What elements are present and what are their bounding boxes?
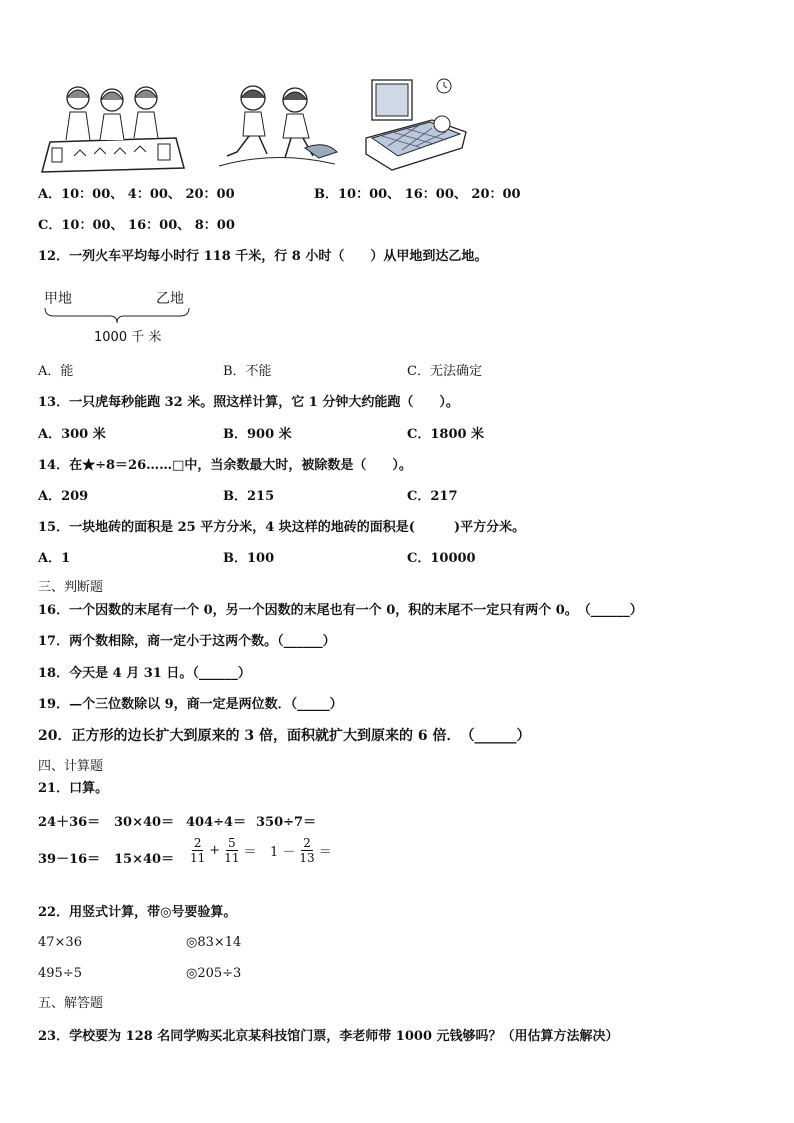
diagram-end-label: 乙地 — [156, 291, 184, 307]
q20-statement[interactable]: 20．正方形的边长扩大到原来的 3 倍，面积就扩大到原来的 6 倍． （______） — [38, 728, 531, 744]
child-sleeping-illustration — [362, 76, 470, 176]
vertical-calc-item: ◎205÷3 — [186, 966, 242, 981]
distance-brace — [42, 306, 192, 324]
fraction: $\frac{5}{11}$ — [224, 836, 240, 865]
q14-option-a[interactable]: A．209 — [38, 489, 89, 504]
q21-stem: 21．口算。 — [38, 781, 109, 796]
calc-item: 30×40＝ — [114, 815, 175, 830]
q12-stem: 12．一列火车平均每小时行 118 千米，行 8 小时（ ）从甲地到达乙地。 — [38, 249, 488, 264]
q13-stem: 13．一只虎每秒能跑 32 米。照这样计算，它 1 分钟大约能跑（ ）。 — [38, 395, 459, 410]
q11-option-c[interactable]: C．10：00、 16：00、 8：00 — [38, 218, 235, 233]
vertical-calc-item: ◎83×14 — [186, 935, 242, 950]
fraction: $\frac{2}{11}$ — [190, 836, 206, 865]
q15-stem: 15．一块地砖的面积是 25 平方分米，4 块这样的地砖的面积是( )平方分米。 — [38, 520, 526, 535]
calc-item: 24＋36＝ — [38, 815, 101, 830]
calc-item: 39－16＝ — [38, 852, 101, 867]
q15-option-a[interactable]: A．1 — [38, 551, 71, 566]
diagram-distance-label: 1000 千 米 — [94, 330, 162, 345]
q13-option-b[interactable]: B．900 米 — [223, 427, 292, 442]
section-3-heading: 三、判断题 — [38, 580, 104, 595]
q11-option-a[interactable]: A．10：00、 4：00、 20：00 — [38, 187, 235, 202]
vertical-calc-item: 47×36 — [38, 935, 82, 950]
diagram-start-label: 甲地 — [44, 291, 72, 307]
vertical-calc-item: 495÷5 — [38, 966, 82, 981]
q14-option-b[interactable]: B．215 — [223, 489, 275, 504]
section-4-heading: 四、计算题 — [38, 759, 104, 774]
q13-option-c[interactable]: C．1800 米 — [407, 427, 485, 442]
distance-diagram — [42, 288, 202, 348]
section-5-heading: 五、解答题 — [38, 996, 104, 1011]
children-crafting-illustration — [38, 80, 188, 176]
q12-option-a[interactable]: A．能 — [38, 364, 74, 379]
q14-option-c[interactable]: C．217 — [407, 489, 458, 504]
fraction-difference-item: 1 － $\frac{2}{13}$ ＝ — [270, 836, 332, 865]
q12-option-b[interactable]: B．不能 — [223, 364, 272, 379]
calc-item: 15×40＝ — [114, 852, 175, 867]
q13-option-a[interactable]: A．300 米 — [38, 427, 106, 442]
q15-option-b[interactable]: B．100 — [223, 551, 275, 566]
q23-stem: 23．学校要为 128 名同学购买北京某科技馆门票，李老师带 1000 元钱够吗？（用估算方法解决） — [38, 1029, 619, 1044]
fraction: $\frac{2}{13}$ — [299, 836, 315, 865]
q17-statement[interactable]: 17．两个数相除，商一定小于这两个数。（______） — [38, 634, 336, 649]
q16-statement[interactable]: 16．一个因数的末尾有一个 0，另一个因数的末尾也有一个 0，积的末尾不一定只有两个 0。 （______） — [38, 603, 643, 618]
children-running-illustration — [215, 78, 340, 176]
q12-option-c[interactable]: C．无法确定 — [407, 364, 482, 379]
q22-stem: 22．用竖式计算，带◎号要验算。 — [38, 905, 237, 920]
fraction-sum-item: $\frac{2}{11}$ + $\frac{5}{11}$ ＝ — [190, 836, 257, 865]
calc-item: 404÷4＝ — [186, 815, 247, 830]
calc-item: 350÷7＝ — [256, 815, 317, 830]
q14-stem: 14．在★÷8＝26……□中，当余数最大时，被除数是（ ）。 — [38, 458, 412, 473]
q19-statement[interactable]: 19．—个三位数除以 9，商一定是两位数．（_____） — [38, 697, 343, 712]
q15-option-c[interactable]: C．10000 — [407, 551, 476, 566]
q18-statement[interactable]: 18．今天是 4 月 31 日。（______） — [38, 666, 251, 681]
q11-option-b[interactable]: B．10：00、 16：00、 20：00 — [314, 187, 521, 202]
